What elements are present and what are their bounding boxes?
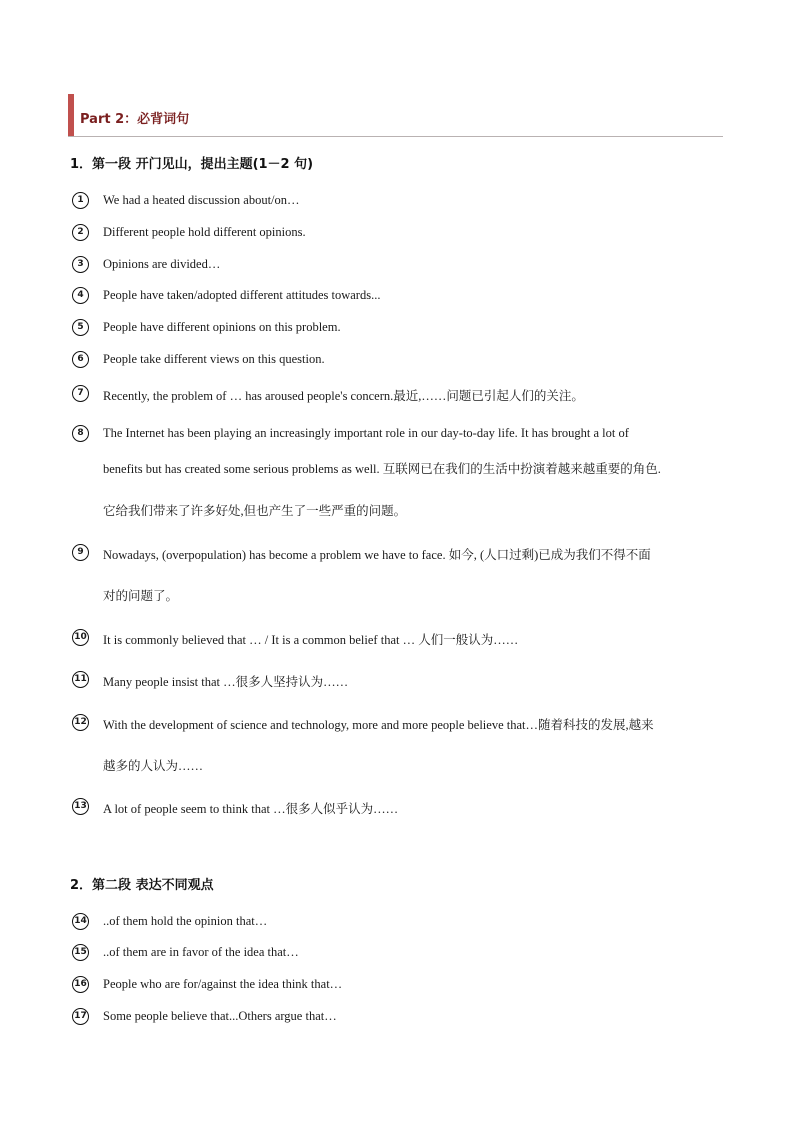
item-number: 9: [72, 544, 89, 561]
item-text: We had a heated discussion about/on…: [103, 193, 300, 207]
item-number: 13: [72, 798, 89, 815]
item-number: 12: [72, 714, 89, 731]
item-text: 对的问题了。: [103, 589, 179, 603]
item-text: Recently, the problem of … has aroused people's concern.最近,……问题已引起人们的关注。: [103, 389, 584, 403]
item-text: benefits but has created some serious problems as well. 互联网已在我们的生活中扮演着越来越重要的角色.: [103, 462, 661, 476]
item-number: 11: [72, 671, 89, 688]
item-number: 14: [72, 913, 89, 930]
item-text: Opinions are divided…: [103, 257, 221, 271]
part-title: Part 2：必背词句: [80, 112, 190, 127]
item-text: With the development of science and technology, more and more people believe that…随着科技的发展,越来: [103, 718, 654, 732]
item-number: 2: [72, 224, 89, 241]
item-number: 3: [72, 256, 89, 273]
item-text: Some people believe that...Others argue that…: [103, 1009, 337, 1023]
item-text: People take different views on this question.: [103, 352, 325, 366]
item-number: 8: [72, 425, 89, 442]
item-text: People have different opinions on this problem.: [103, 320, 341, 334]
item-text: People who are for/against the idea think that…: [103, 977, 343, 991]
item-text: Nowadays, (overpopulation) has become a problem we have to face. 如今, (人口过剩)已成为我们不得不面: [103, 548, 651, 562]
item-text: Different people hold different opinions.: [103, 225, 306, 239]
item-text: A lot of people seem to think that …很多人似乎认为……: [103, 802, 399, 816]
section-title-2: 2．第二段 表达不同观点: [70, 878, 214, 893]
item-text: 越多的人认为……: [103, 759, 204, 773]
item-number: 1: [72, 192, 89, 209]
item-number: 6: [72, 351, 89, 368]
item-number: 17: [72, 1008, 89, 1025]
item-text: ..of them are in favor of the idea that…: [103, 945, 299, 959]
item-number: 15: [72, 944, 89, 961]
item-number: 5: [72, 319, 89, 336]
item-text: The Internet has been playing an increasingly important role in our day-to-day life. It has brought a lot of: [103, 426, 629, 440]
item-number: 16: [72, 976, 89, 993]
item-number: 10: [72, 629, 89, 646]
part-header: [68, 94, 723, 137]
item-text: It is commonly believed that … / It is a common belief that … 人们一般认为……: [103, 633, 519, 647]
item-text: People have taken/adopted different attitudes towards...: [103, 288, 381, 302]
item-number: 4: [72, 287, 89, 304]
section-title-1: 1．第一段 开门见山，提出主题(1－2 句): [70, 157, 314, 172]
item-text: 它给我们带来了许多好处,但也产生了一些严重的问题。: [103, 504, 407, 518]
item-number: 7: [72, 385, 89, 402]
item-text: Many people insist that …很多人坚持认为……: [103, 675, 349, 689]
item-text: ..of them hold the opinion that…: [103, 914, 268, 928]
accent-bar: [68, 94, 74, 136]
